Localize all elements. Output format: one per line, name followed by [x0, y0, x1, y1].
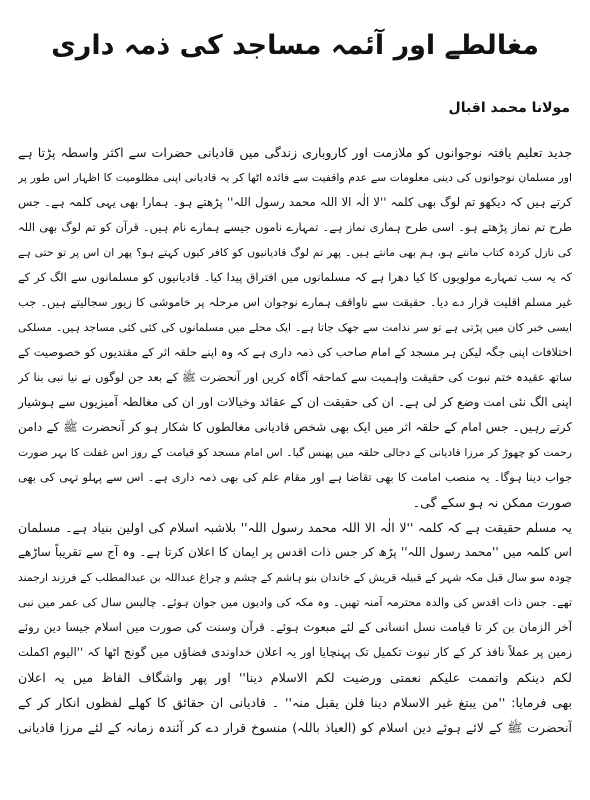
article-body — [18, 140, 572, 740]
article-title: مغالطے اور آئمہ مساجد کی ذمہ داری — [51, 30, 539, 61]
text-line: اس کلمہ میں ''محمد رسول اللہ'' پڑھ کر جس ذات اقدس پر ایمان کا اعلان کرتا ہے۔ وہ آج سے تقریباً ساڑھے — [18, 545, 572, 559]
text-line: طرح تم نماز پڑھتے ہو۔ اسی طرح ہماری نماز ہے۔ تمہارے ناموں جیسے ہمارے نام ہیں۔ قرآن کو تم لوگ بھی اللہ — [18, 220, 572, 234]
text-line: کہ یہ سب تمہارے مولویوں کا کیا دھرا ہے کہ مسلمانوں میں افتراق پیدا کیا۔ قادیانیوں کو مسلمانوں سے الگ کر کے — [18, 270, 572, 284]
text-line: یہ مسلم حقیقت ہے کہ کلمہ ''لا الٰہ الا اللہ محمد رسول اللہ'' بلاشبہ اسلام کی اولین بنیاد ہے۔ مسلمان — [18, 520, 572, 535]
text-line: رحمت کو چھوڑ کر مرزا قادیانی کے دجالی حلقہ میں پھنس گیا۔ اس امام مسجد کو قیامت کے روز اس غفلت کا بہر صورت — [18, 446, 572, 459]
text-line: زمین پر عملاً نافذ کر کے کار نبوت تکمیل تک پہنچایا اور یہ اعلان خداوندی فضاؤں میں گونج اٹھا کہ ''الیوم اکملت — [18, 645, 572, 659]
text-line: آنحضرت ﷺ کے لائے ہوئے دین اسلام کو (العیاذ باللہ) منسوخ قرار دے کر آئندہ زمانہ کے لئے مرزا قادیانی — [18, 720, 572, 735]
text-line: جدید تعلیم یافتہ نوجوانوں کو ملازمت اور کاروباری زندگی میں قادیانی حضرات سے اکثر واسطہ پڑتا ہے — [18, 145, 572, 160]
text-line: ساتھ عقیدہ ختم نبوت کی حقیقت واہمیت سے کماحقہ آگاہ کریں اور آنحضرت ﷺ کے بعد جن لوگوں نے نیا نبی بنا کر — [18, 370, 572, 384]
paragraph-2 — [18, 515, 572, 740]
text-line: بھی فرمایا: ''من یبتغ غیر الاسلام دینا فلن یقبل منہ'' ۔ قادیانی ان حقائق کا کھلے لفظوں انکار کر کے — [18, 695, 572, 710]
article-author: مولانا محمد اقبال — [448, 100, 570, 116]
text-line: کی نازل کردہ کتاب مانتے ہو، ہم بھی مانتے ہیں۔ پھر تم لوگ قادیانیوں کو کافر کیوں کہتے ہو؟ پھر ان اس پر تو حتی ہے — [18, 246, 572, 259]
text-line: آخر الزمان بن کر تا قیامت نسل انسانی کے لئے مبعوث ہوئے۔ قرآن وسنت کی صورت میں اسلام جیسا دین روئے — [18, 620, 572, 634]
text-line: ایسی خبر کان میں پڑتی ہے تو سر ندامت سے جھک جاتا ہے۔ ایک محلے میں مسلمانوں کی کئی کئی مساجد ہیں۔ مسلکی — [18, 321, 572, 334]
text-line: صورت ممکن نہ ہو سکے گی۔ — [412, 495, 572, 510]
text-line: چودہ سو سال قبل مکہ شہر کے قبیلہ قریش کے خاندان بنو ہاشم کے چشم و چراغ عبداللہ بن عبدالمطلب کے فرزند ارجمند — [18, 571, 572, 584]
text-line: کرتے رہیں۔ جس امام کے حلقہ اثر میں ایک بھی شخص قادیانی مغالطوں کا شکار ہو کر آنحضرت ﷺ کے دامن — [18, 420, 572, 434]
text-line: اور مسلمان نوجوانوں کی دینی معلومات سے عدم واقفیت سے فائدہ اٹھا کر یہ قادیانی اپنی مظلومیت کا اظہار اس طور پر — [18, 171, 572, 184]
text-line: اختلافات اپنی جگہ لیکن ہر مسجد کے امام صاحب کی ذمہ داری ہے کہ وہ اپنے حلقہ اثر کے مقتدیوں کو خصوصیت کے — [18, 345, 572, 359]
text-line: غیر مسلم اقلیت قرار دے دیا۔ حقیقت سے ناواقف ہمارے نوجوان اس مرحلہ پر خاموشی کا زیور سجالیتے ہیں۔ جب — [18, 295, 572, 309]
text-line: جواب دینا ہوگا۔ یہ منصب امامت کا بھی تقاضا ہے اور مقام علم کی بھی ذمہ داری ہے۔ اس سے پہلو تہی کی بھی — [18, 470, 572, 484]
text-line: تھے۔ جس ذات اقدس کی والدہ محترمہ آمنہ تھیں۔ وہ مکہ کی وادیوں میں جوان ہوئے۔ چالیس سال کی عمر میں نبی — [18, 596, 572, 609]
paragraph-1 — [18, 140, 572, 515]
text-line: کرتے ہیں کہ دیکھو تم لوگ بھی کلمہ ''لا الٰہ الا اللہ محمد رسول اللہ'' پڑھتے ہو۔ ہمارا بھی یہی کلمہ ہے۔ جس — [18, 195, 572, 209]
text-line: اپنی الگ نئی امت وضع کر لی ہے۔ ان کی حقیقت ان کے عقائد وخیالات اور ان کی مغالطہ آمیزیوں سے ہوشیار — [18, 395, 572, 409]
text-line: لکم دینکم واتممت علیکم نعمتی ورضیت لکم الاسلام دینا'' اور پھر واشگاف الفاظ میں یہ اعلان — [18, 670, 572, 685]
